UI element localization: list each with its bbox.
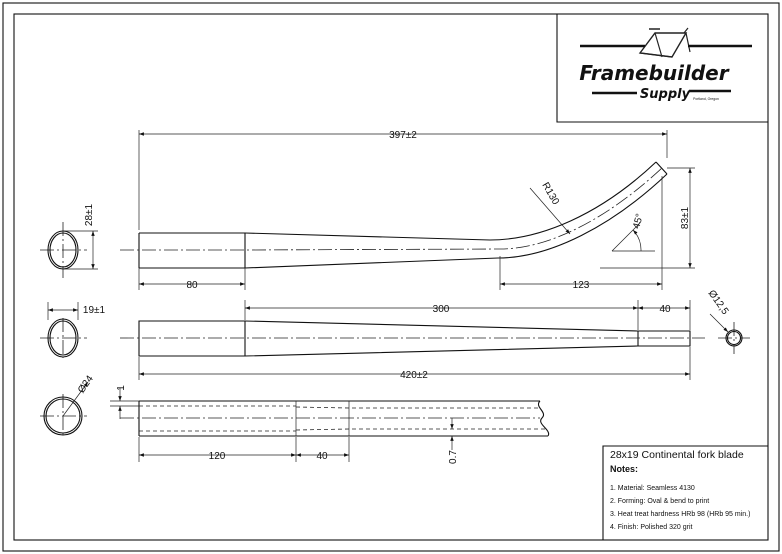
- transition-length-label: 40: [316, 451, 328, 462]
- straight-length-label: 80: [186, 280, 198, 291]
- thin-wall-label: 0.7: [448, 450, 459, 464]
- tip-diameter-label: Ø12,5: [705, 288, 731, 317]
- oval-height-label: 28±1: [84, 203, 95, 227]
- logo-block: [557, 14, 768, 122]
- logo-brand: Framebuilder: [579, 61, 729, 85]
- side-height-label: 83±1: [680, 206, 691, 230]
- outer-border: [3, 3, 779, 551]
- note-item: 2. Forming: Oval & bend to print: [610, 498, 710, 505]
- note-item: 4. Finish: Polished 320 grit: [610, 524, 693, 531]
- end-view-oval-top: [40, 302, 106, 358]
- wall-thickness-label: 1: [116, 385, 127, 391]
- bicycle-frame-icon: [580, 28, 752, 57]
- logo-brand-sub: Supply: [639, 87, 691, 102]
- taper-length-label: 300: [432, 304, 450, 315]
- notes-heading: Notes:: [610, 464, 639, 474]
- side-overall-length-label: 397±2: [389, 130, 417, 141]
- top-tip-length-label: 40: [659, 304, 671, 315]
- logo-location: Portland, Oregon: [693, 97, 719, 101]
- end-view-round: [40, 373, 96, 438]
- bend-radius-label: R130: [539, 180, 561, 207]
- end-view-oval-side: [40, 203, 98, 278]
- tip-end-view: [706, 288, 750, 354]
- top-overall-length-label: 420±2: [400, 370, 428, 381]
- bend-angle-label: 45°: [631, 212, 646, 231]
- drawing-title: 28x19 Continental fork blade: [610, 449, 744, 461]
- section-view-blade: [110, 385, 549, 464]
- tip-offset-label: 123: [572, 280, 590, 291]
- oval-width-label: 19±1: [82, 305, 106, 316]
- top-view-blade: [120, 300, 705, 381]
- note-item: 3. Heat treat hardness HRb 98 (HRb 95 min.): [610, 511, 751, 518]
- round-diameter-label: Ø24: [76, 373, 96, 396]
- butt-length-label: 120: [208, 451, 226, 462]
- title-block: [603, 446, 768, 540]
- note-item: 1. Material: Seamless 4130: [610, 485, 695, 492]
- side-view-blade: [120, 130, 695, 291]
